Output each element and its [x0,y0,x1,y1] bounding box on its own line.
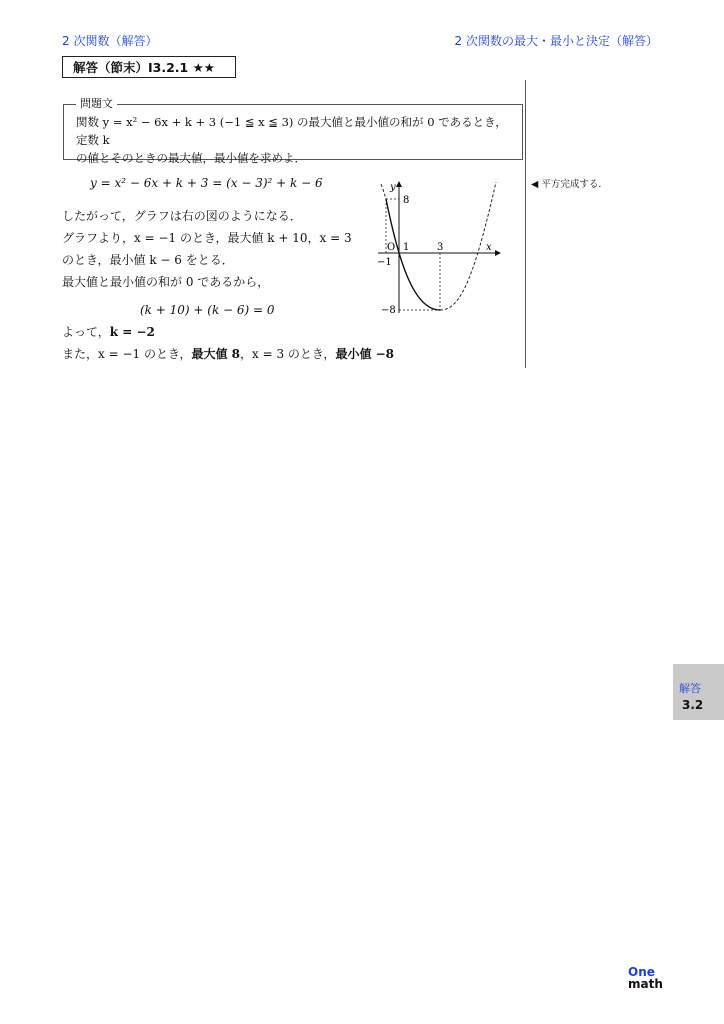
sum-equation: (k + 10) + (k − 6) = 0 [140,303,275,317]
tick-label-minus1: −1 [377,257,392,268]
solution-line-5-prefix: よって， [62,325,110,339]
solution-line-2: グラフより，x = −1 のとき，最大値 k + 10，x = 3 [62,231,352,245]
tick-label-minus8: −8 [381,305,396,316]
answer-k: k = −2 [109,325,155,339]
completed-square-equation: y = x² − 6x + k + 3 = (x − 3)² + k − 6 [90,176,323,190]
tick-label-1: 1 [403,242,410,253]
solution-line-6-a: また，x = −1 のとき， [62,347,192,361]
section-title: 解答（節末）I3.2.1 ★★ [62,56,236,78]
section-tab[interactable] [673,664,724,720]
solution-line-6-c: ，x = 3 のとき， [240,347,336,361]
margin-note: ◀ 平方完成する． [531,179,608,190]
tick-label-8: 8 [403,195,410,206]
problem-box [63,104,523,165]
problem-label: 問題文 [76,95,117,111]
x-axis-label: x [486,242,492,253]
y-axis-label: y [390,182,396,193]
solution-line-5 [62,323,155,340]
parabola-graph [368,178,508,318]
origin-label: O [387,242,396,253]
logo-line-2: math [628,977,663,991]
problem-line-2: の値とそのときの最大値，最小値を求めよ． [76,151,306,165]
solution-line-6 [62,345,394,362]
tick-label-3: 3 [437,242,444,253]
margin-divider [525,80,526,368]
section-tab-label: 解答 [679,682,701,695]
solution-line-3: のとき，最小値 k − 6 をとる． [62,253,234,267]
header-left: 2 次関数（解答） [62,34,158,48]
parabola-solid [386,199,440,310]
parabola-dashed-left [381,184,386,199]
header-right: 2 次関数の最大・最小と決定（解答） [454,34,658,48]
onemath-logo [628,966,663,990]
section-tab-number: 3.2 [682,698,704,712]
solution-line-1: したがって，グラフは右の図のようになる． [62,209,302,223]
answer-min: 最小値 −8 [335,347,395,361]
problem-line-1: 関数 y = x² − 6x + k + 3 (−1 ≦ x ≦ 3) の最大値と最小値の和が 0 であるとき，定数 k [76,115,507,147]
logo-line-1: One [628,965,655,979]
solution-line-4: 最大値と最小値の和が 0 であるから， [62,275,270,289]
answer-max: 最大値 8 [191,347,241,361]
